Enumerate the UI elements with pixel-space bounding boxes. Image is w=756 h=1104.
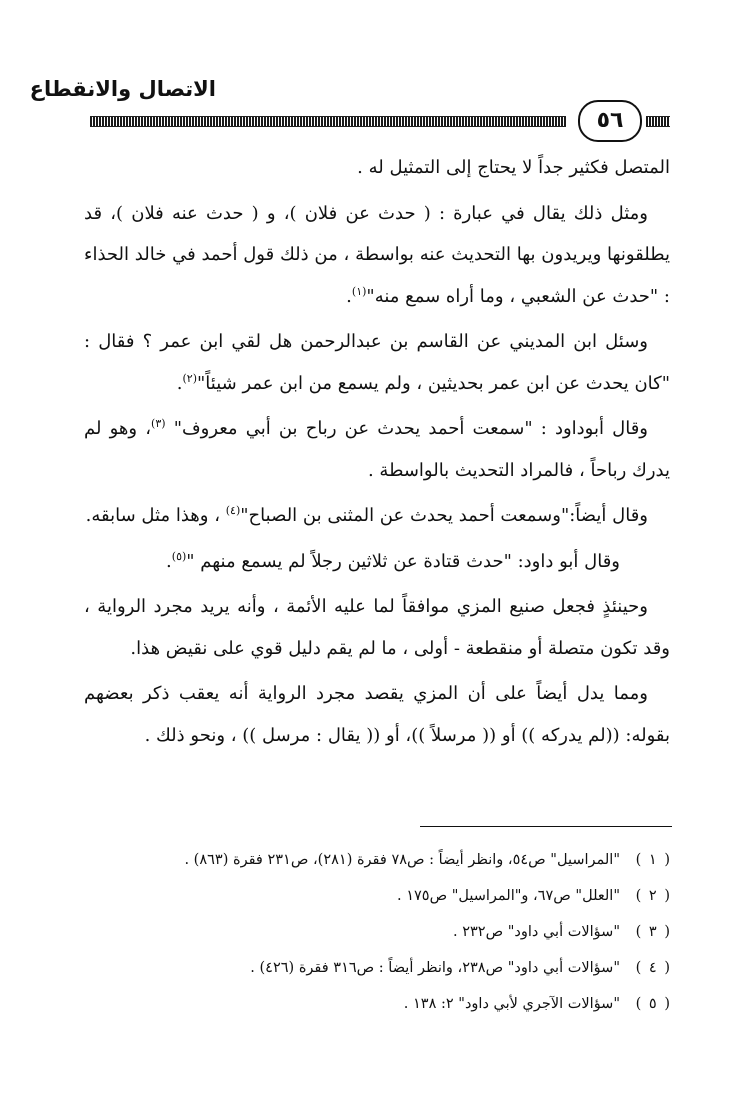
paragraph	[84, 147, 670, 189]
paragraph	[84, 495, 670, 537]
footnote-reference[interactable]: (٥)	[171, 549, 187, 563]
footnote-item	[90, 878, 670, 914]
paragraph-text: وحينئذٍ فجعل صنيع المزي موافقاً لما عليه الأئمة ، وأنه يريد مجرد الرواية ، وقد تكون متصلة أو منقطعة - أولى ، ما لم يقم دليل قوي على نقيض هذا.	[84, 596, 670, 659]
footnotes	[90, 842, 670, 1022]
page-number: ٥٦	[578, 100, 642, 142]
footnote-item	[90, 914, 670, 950]
paragraph-text-tail: .	[166, 550, 172, 572]
paragraph-text-tail: ، وهذا مثل سابقه.	[85, 505, 221, 526]
footnote-separator	[420, 826, 672, 827]
paragraph	[84, 586, 670, 669]
paragraph-text-tail: .	[346, 285, 352, 307]
footnote-reference[interactable]: (٢)	[182, 371, 198, 385]
running-title: الاتصال والانقطاع	[29, 77, 216, 101]
paragraph	[84, 321, 670, 404]
paragraph	[84, 541, 670, 583]
footnote-number: ( ٢ )	[635, 888, 670, 904]
footnote-text: "العلل" ص٦٧، و"المراسيل" ص١٧٥ .	[396, 888, 620, 904]
paragraph	[84, 673, 670, 756]
footnote-number: ( ٤ )	[635, 960, 670, 976]
paragraph-text-tail: ، وهو لم يدرك رباحاً ، فالمراد التحديث بالواسطة .	[84, 418, 670, 481]
paragraph-text: وقال أبو داود: "حدث قتادة عن ثلاثين رجلاً لم يسمع منهم "	[186, 550, 620, 572]
main-text	[84, 147, 670, 760]
footnote-item	[90, 986, 670, 1022]
paragraph-text: وقال أبوداود : "سمعت أحمد يحدث عن رباح بن أبي معروف"	[173, 418, 648, 439]
footnote-text: "سؤالات الآجري لأبي داود" ٢: ١٣٨ .	[403, 996, 620, 1012]
footnote-item	[90, 950, 670, 986]
header-ornament-band-end	[646, 116, 670, 127]
paragraph-text: وسئل ابن المديني عن القاسم بن عبدالرحمن هل لقي ابن عمر ؟ فقال : "كان يحدث عن ابن عمر بحديثين ، ولم يسمع من ابن عمر شيئاً"	[84, 331, 670, 394]
footnote-text: "المراسيل" ص٥٤، وانظر أيضاً : ص٧٨ فقرة (٢٨١)، ص٢٣١ فقرة (٨٦٣) .	[184, 852, 620, 868]
footnote-number: ( ٥ )	[635, 996, 670, 1012]
paragraph	[84, 193, 670, 318]
footnote-item	[90, 842, 670, 878]
paragraph-text: ومثل ذلك يقال في عبارة : ( حدث عن فلان )، و ( حدث عنه فلان )، قد يطلقونها ويريدون بها التحديث عنه بواسطة ، من ذلك قول أحمد في خالد الحذاء : "حدث عن الشعبي ، وما أراه سمع منه"	[84, 202, 670, 307]
footnote-reference[interactable]: (٣)	[151, 417, 166, 430]
footnote-reference[interactable]: (١)	[351, 284, 367, 298]
paragraph-text: ومما يدل أيضاً على أن المزي يقصد مجرد الرواية أنه يعقب ذكر بعضهم بقوله: ((لم يدركه )) أو (( مرسلاً ))، أو (( يقال : مرسل )) ، ونحو ذلك .	[84, 683, 670, 746]
footnote-reference[interactable]: (٤)	[225, 504, 241, 517]
header-ornament-band	[90, 116, 566, 127]
footnote-number: ( ٣ )	[635, 924, 670, 940]
paragraph-text-tail: .	[176, 372, 183, 394]
paragraph-text: المتصل فكثير جداً لا يحتاج إلى التمثيل له .	[357, 157, 670, 178]
footnote-text: "سؤالات أبي داود" ص٢٣٢ .	[453, 924, 620, 940]
paragraph-text: وقال أيضاً:"وسمعت أحمد يحدث عن المثنى بن الصباح"	[240, 505, 648, 526]
footnote-text: "سؤالات أبي داود" ص٢٣٨، وانظر أيضاً : ص٣١٦ فقرة (٤٢٦) .	[250, 960, 620, 976]
footnote-number: ( ١ )	[635, 852, 670, 868]
paragraph	[84, 408, 670, 491]
